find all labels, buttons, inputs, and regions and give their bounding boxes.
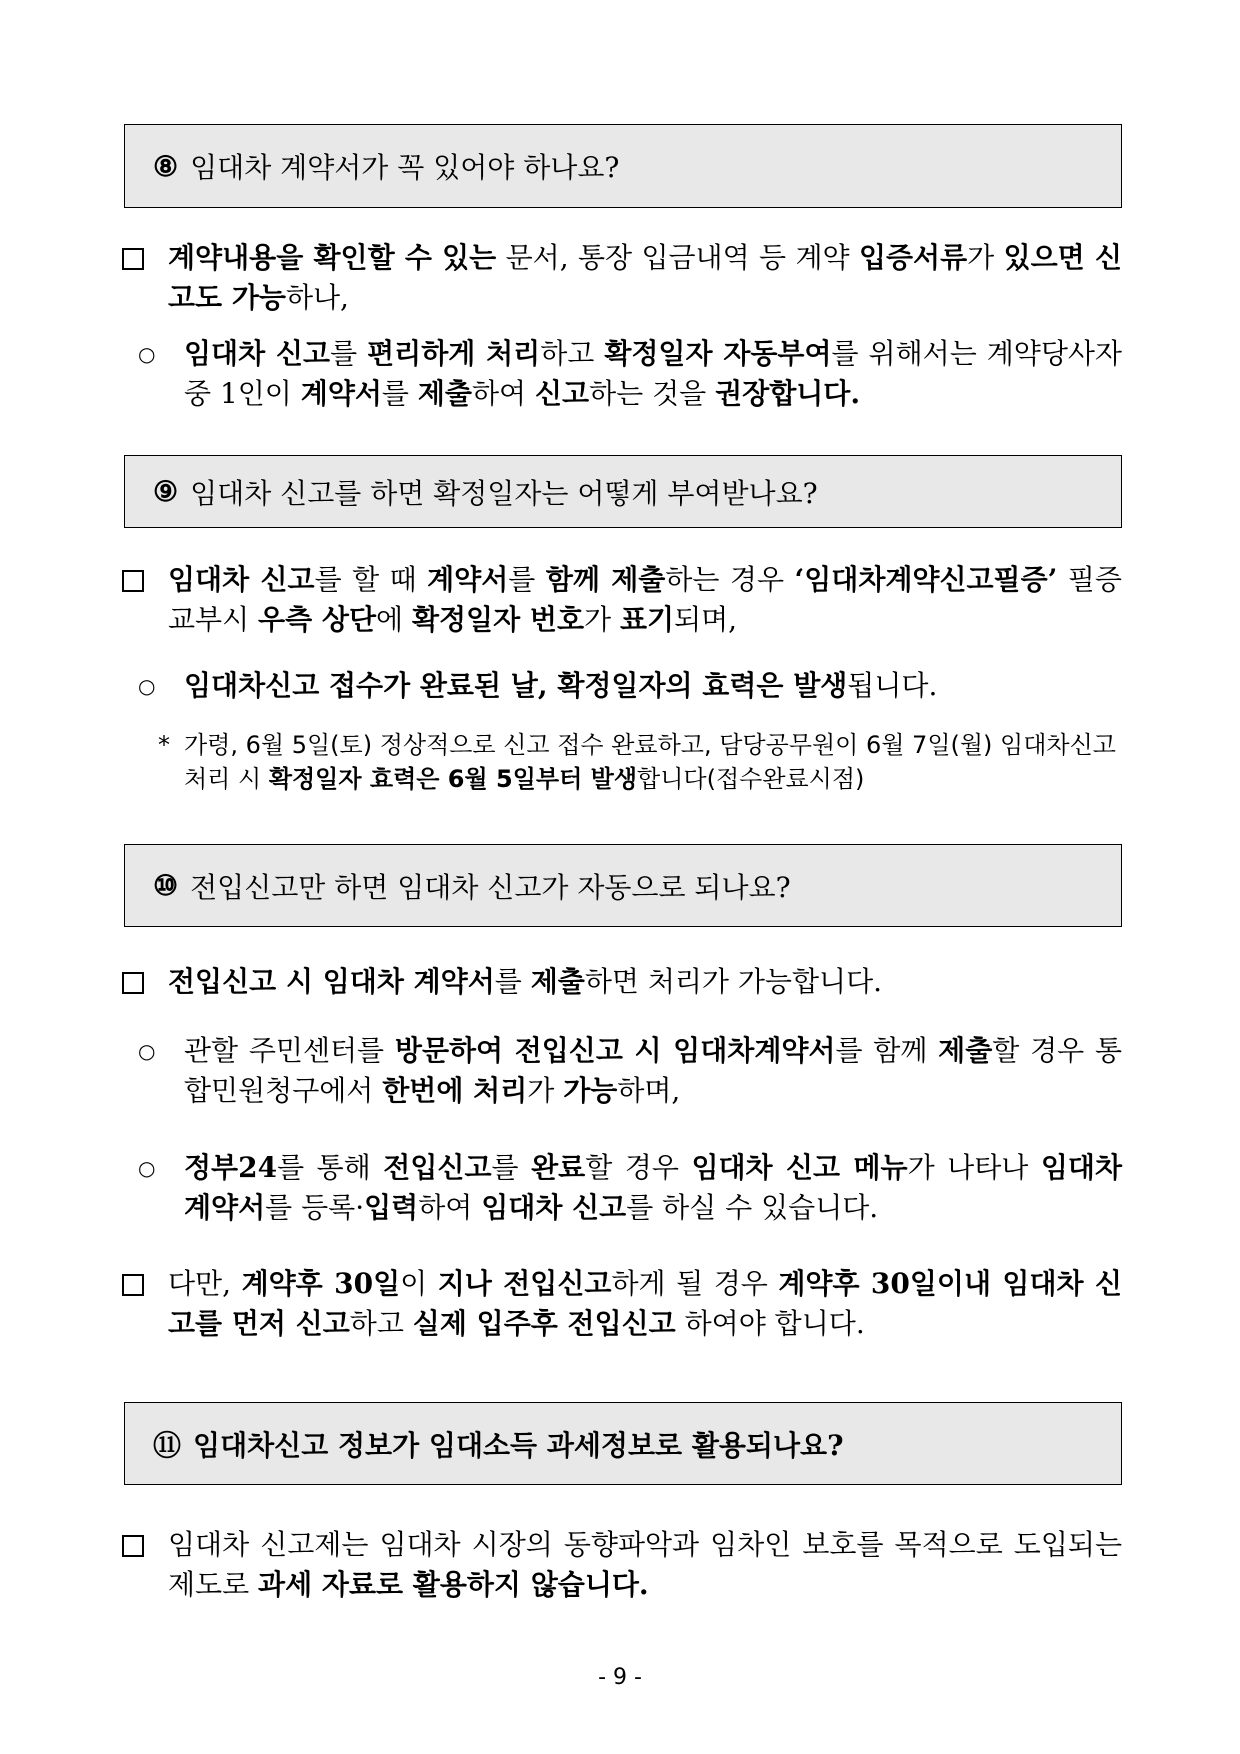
emphasis-text: 임대차 신고 메뉴 [691,1151,908,1184]
text-run: 를 [508,563,546,596]
question-number: ⑨ [153,475,179,508]
asterisk-icon: * [158,731,170,759]
text-run: 를 함께 [835,1034,939,1067]
note-item [158,728,1122,796]
emphasis-text: 계약후 30일이내 임대차 신고를 먼저 신고 [168,1267,1122,1340]
text-run: 가 [967,241,1004,274]
circle-bullet-icon: ○ [138,674,156,698]
emphasis-text: 완료 [531,1151,586,1184]
circle-item [138,666,1122,706]
item-text [184,1031,1122,1111]
emphasis-text: 전입신고 [383,1151,492,1184]
question-box-10 [124,844,1122,927]
text-run: 하여야 합니다. [675,1307,865,1340]
square-item [122,560,1122,640]
emphasis-text: 임대차 신고 [184,337,331,370]
text-run: 임대차 신고제는 임대차 시장의 동향파악과 임차인 보호를 목적으로 도입되는 제도로 [168,1528,1122,1601]
text-run: 를 하실 수 있습니다. [626,1191,879,1224]
text-run: 다만, [168,1267,242,1300]
question-box-9 [124,455,1122,528]
square-item [122,962,1122,1002]
text-run: 하나, [285,281,349,314]
circle-item [138,1031,1122,1111]
emphasis-text: 임대차 계약서 [184,1151,1122,1224]
square-bullet-icon [122,570,144,592]
text-run: 이 [400,1267,438,1300]
text-run: 가 [584,603,620,636]
emphasis-text: 정부24 [184,1151,278,1184]
emphasis-text: 편리하게 처리 [367,337,541,370]
emphasis-text: 권장합니다. [715,377,861,410]
item-text [184,334,1122,414]
emphasis-text: 제출 [417,377,472,410]
emphasis-text: 계약내용을 확인할 수 있는 [168,241,497,274]
text-run: 를 통해 [277,1151,384,1184]
text-run: 를 할 때 [314,563,428,596]
emphasis-text: 확정일자 자동부여 [604,337,832,370]
emphasis-text: 제출 [530,965,585,998]
item-text [168,962,1122,1002]
text-run: 됩니다. [847,669,938,702]
circle-bullet-icon: ○ [138,1039,156,1063]
emphasis-text: 있으면 신고도 가능 [168,241,1122,314]
emphasis-text: 방문하여 전입신고 시 임대차계약서 [394,1034,836,1067]
emphasis-text: 표기 [619,603,675,636]
text-run: 하며, [617,1074,681,1107]
text-run: 를 [330,337,368,370]
text-run: 문서, 통장 입금내역 등 계약 [496,241,859,274]
text-run: 에 [376,603,412,636]
question-box-8 [124,124,1122,208]
emphasis-text: 임대차 신고 [168,563,315,596]
emphasis-text: 우측 상단 [258,603,376,636]
text-run: 를 위해서는 계약당사자 중 1인이 [184,337,1122,410]
page-number: - 9 - [598,1665,642,1690]
emphasis-text: 확정일자 번호 [411,603,584,636]
circle-bullet-icon: ○ [138,342,156,366]
question-title: 임대차신고 정보가 임대소득 과세정보로 활용되나요? [193,1428,844,1462]
question-box-11 [124,1402,1122,1485]
emphasis-text: 임대차 신고 [481,1191,627,1224]
text-run: 관할 주민센터를 [184,1034,395,1067]
question-number: ⑧ [153,149,179,183]
emphasis-text: 계약서 [427,563,509,596]
emphasis-text: 입증서류 [858,241,968,274]
item-text [184,1148,1122,1228]
text-run: 하고 [349,1307,413,1340]
text-run: 하여 [471,377,535,410]
text-run: 하는 경우 [665,563,795,596]
emphasis-text: 한번에 처리 [382,1074,528,1107]
question-title: 임대차 신고를 하면 확정일자는 어떻게 부여받나요? [190,476,818,510]
item-text [168,560,1122,640]
emphasis-text: 함께 제출 [545,563,666,596]
square-bullet-icon [122,972,144,994]
square-item [122,1264,1122,1344]
circle-bullet-icon: ○ [138,1156,156,1180]
square-item [122,1525,1122,1605]
emphasis-text: 계약서 [300,377,382,410]
text-run: 하는 것을 [589,377,716,410]
emphasis-text: 임대차신고 접수가 완료된 날, 확정일자의 효력은 발생 [184,669,848,702]
text-run: 되며, [674,603,738,636]
square-item [122,238,1122,318]
square-bullet-icon [122,1274,144,1296]
emphasis-text: 신고 [534,377,590,410]
item-text [168,238,1122,318]
text-run: 가 나타나 [907,1151,1041,1184]
text-run: 하면 처리가 가능합니다. [584,965,883,998]
item-text [168,1525,1122,1605]
question-number: ⑪ [153,1428,182,1462]
text-run: 합니다(접수완료시점) [637,765,865,793]
text-run: 를 [381,377,418,410]
question-title: 임대차 계약서가 꼭 있어야 하나요? [190,151,620,184]
square-bullet-icon [122,1535,144,1557]
text-run: 필증 교부시 [168,563,1122,636]
emphasis-text: 과세 자료로 활용하지 않습니다. [258,1568,649,1601]
question-title: 전입신고만 하면 임대차 신고가 자동으로 되나요? [190,870,791,904]
emphasis-text: 가능 [563,1074,618,1107]
emphasis-text: 지나 전입신고 [437,1267,612,1300]
text-run: 가령, 6월 5일(토) 정상적으로 신고 접수 완료하고, 담당공무원이 6월 7일(월) 임대차신고 처리 시 [184,731,1116,793]
text-run: 를 [494,965,531,998]
emphasis-text: 제출 [938,1034,993,1067]
item-text [168,1264,1122,1344]
emphasis-text: 확정일자 효력은 6월 5일부터 발생 [268,765,638,793]
emphasis-text: 실제 입주후 전입신고 [412,1307,676,1340]
text-run: 하고 [540,337,605,370]
text-run: 할 경우 [585,1151,692,1184]
emphasis-text: 계약후 30일 [241,1267,401,1300]
emphasis-text: ‘임대차계약신고필증’ [794,563,1058,596]
circle-item [138,1148,1122,1228]
emphasis-text: 입력 [364,1191,419,1224]
text-run: 가 [527,1074,564,1107]
text-run: 할 경우 통합민원청구에서 [184,1034,1122,1107]
question-number: ⑩ [153,869,179,902]
text-run: 를 등록· [265,1191,365,1224]
emphasis-text: 전입신고 시 임대차 계약서 [168,965,495,998]
item-text [184,666,1122,706]
square-bullet-icon [122,248,144,270]
circle-item [138,334,1122,414]
text-run: 하게 될 경우 [611,1267,779,1300]
note-text [184,728,1122,796]
text-run: 하여 [418,1191,482,1224]
text-run: 를 [491,1151,532,1184]
